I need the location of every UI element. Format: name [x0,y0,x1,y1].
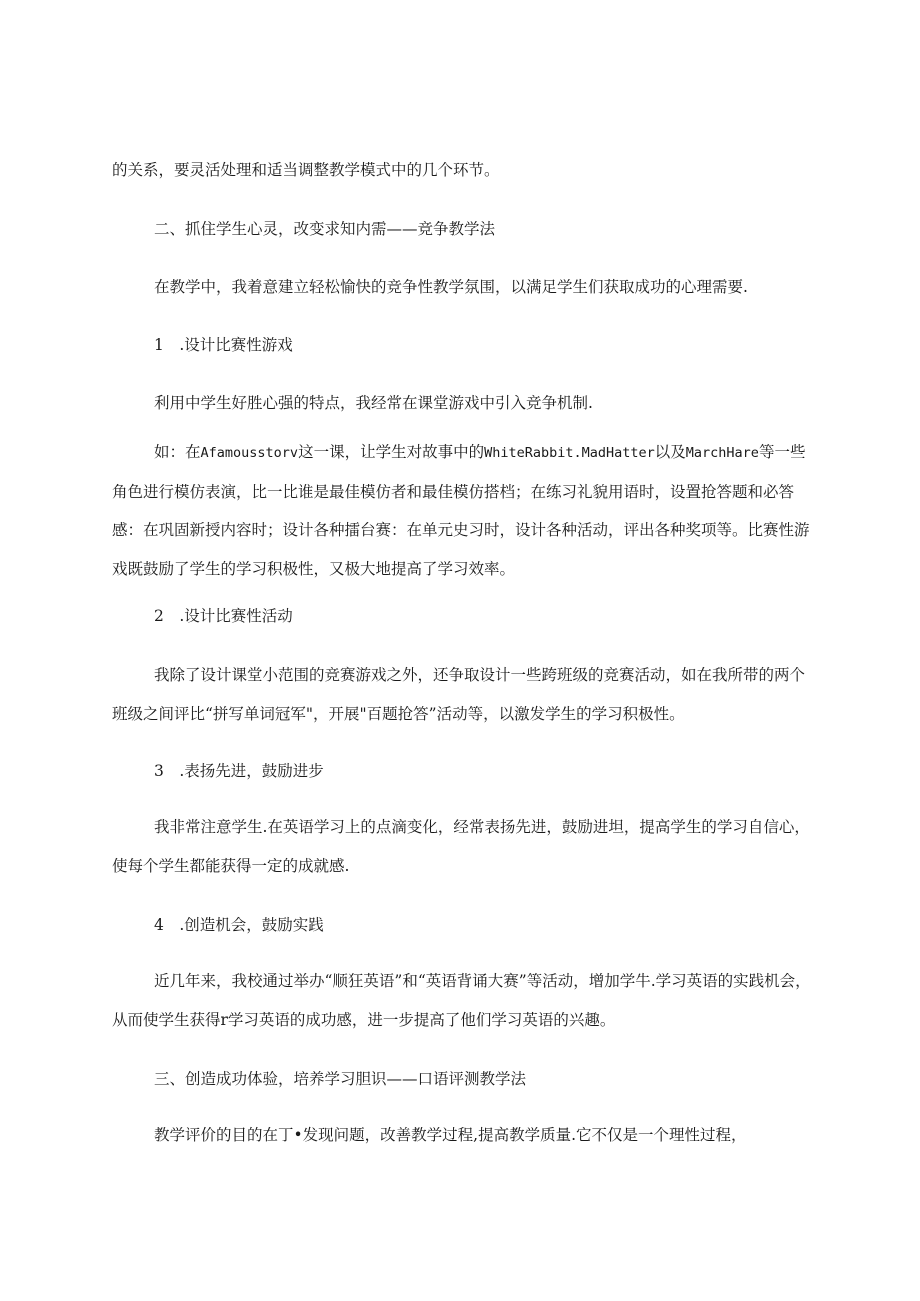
paragraph-practice: 近几年来，我校通过举办“顺狂英语”和“英语背诵大赛”等活动，增加学牛.学习英语的实践机会，从而使学生获得r学习英语的成功感，进一步提高了他们学习英语的兴趣。 [112,972,811,1029]
subheading-1: 1 .设计比赛性游戏 [154,336,293,354]
section-heading-three: 三、创造成功体验，培养学习胆识——口语评测教学法 [154,1070,527,1088]
example-characters-2: MarchHare [685,445,759,461]
paragraph-praise: 我非常注意学生.在英语学习上的点滴变化，经常表扬先进，鼓励进坦，提高学生的学习自信心，使每个学生都能获得一定的成就感. [112,818,810,875]
paragraph-activities: 我除了设计课堂小范围的竞赛游戏之外，还争取设计一些跨班级的竞赛活动，如在我所带的两个班级之间评比“拼写单词冠军"，开展"百题抢答”活动等，以激发学生的学习积极性。 [112,666,806,723]
subheading-3: 3 .表扬先进，鼓励进步 [154,762,324,780]
example-text-2: 这一课，让学生对故事中的 [298,443,485,461]
paragraph-games: 利用中学生好胜心强的特点，我经常在课堂游戏中引入竞争机制. [154,394,593,412]
paragraph-competition-intro: 在教学中，我着意建立轻松愉快的竞争性教学氛围，以满足学生们获取成功的心理需要. [154,278,748,296]
example-characters-1: WhiteRabbit.MadHatter [484,445,655,461]
subheading-2: 2 .设计比赛性活动 [154,607,293,625]
example-text-4: 等一些角色进行模仿表演，比一比谁是最佳模仿者和最佳模仿搭档；在练习礼貌用语时，设置抢答题和必答感：在巩固新授内容时；设计各种擂台赛：在单元史习时，设计各种活动，评出各种奖项等。比赛性游戏既鼓励了学生的学习积极性，又极大地提高了学习效率。 [112,443,810,578]
subheading-4: 4 .创造机会，鼓励实践 [154,916,324,934]
example-text-1: 如：在 [154,443,201,461]
example-story-title: Afamousstorv [200,445,299,461]
paragraph-evaluation: 教学评价的目的在丁•发现问题，改善教学过程,提高教学质量.它不仅是一个理性过程， [154,1126,747,1144]
example-text-3: 以及 [654,443,686,461]
paragraph-continuation: 的关系，要灵活处理和适当调整教学模式中的几个环节。 [112,161,500,179]
section-heading-two: 二、抓住学生心灵，改变求知内需——竞争教学法 [154,220,496,238]
paragraph-example [112,433,812,588]
